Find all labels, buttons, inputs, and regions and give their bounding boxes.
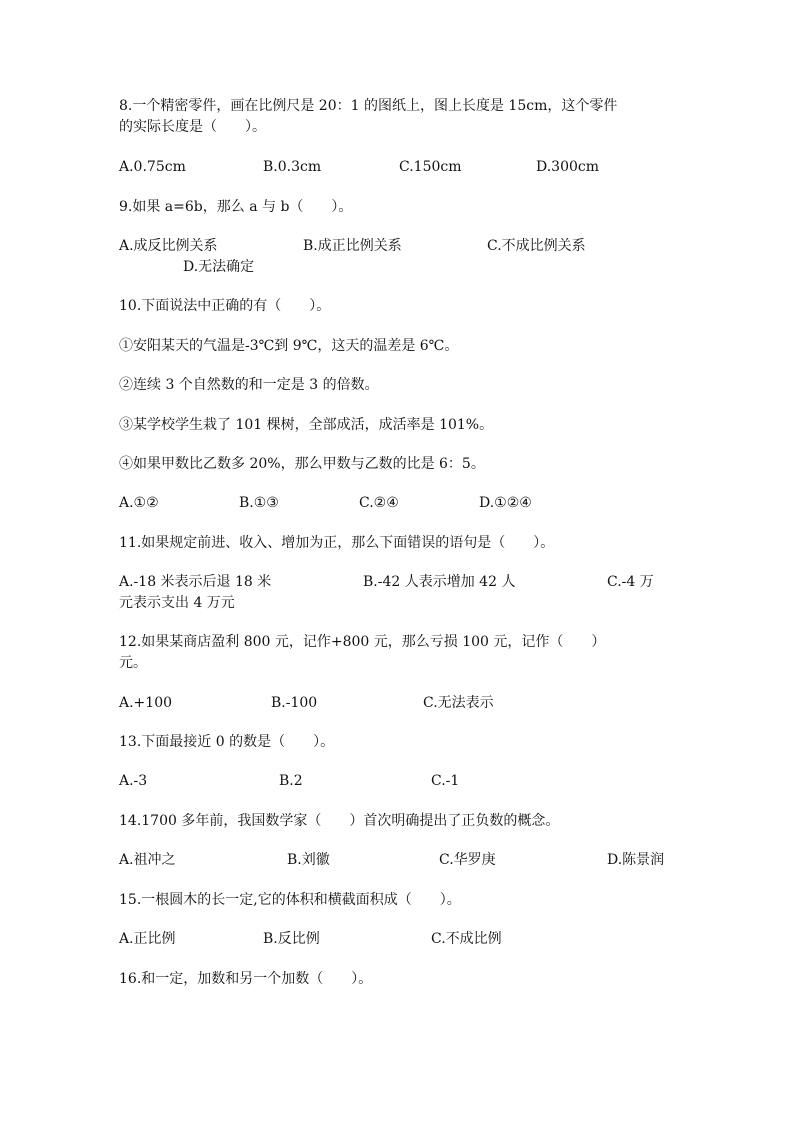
question-13-option-a: A.-3	[119, 773, 148, 789]
question-12-option-b: B.-100	[271, 695, 318, 711]
question-13-stem: 13.下面最接近 0 的数是（ ）。	[119, 734, 335, 750]
question-8-stem-line-2: 的实际长度是（ ）。	[119, 119, 266, 135]
question-10-statement-1: ①安阳某天的气温是-3℃到 9℃，这天的温差是 6℃。	[119, 338, 459, 354]
question-14-option-c: C.华罗庚	[439, 852, 496, 868]
question-9-option-d: D.无法确定	[183, 259, 255, 275]
question-14-option-a: A.祖冲之	[119, 852, 176, 868]
question-12-stem-line-1: 12.如果某商店盈利 800 元，记作+800 元，那么亏损 100 元，记作（ ）	[119, 634, 606, 650]
question-12-option-c: C.无法表示	[423, 695, 494, 711]
question-11-option-a: A.-18 米表示后退 18 米	[119, 574, 272, 590]
question-9-option-c: C.不成比例关系	[487, 238, 586, 254]
question-8-option-a: A.0.75cm	[119, 159, 186, 175]
question-11-option-c: C.-4 万	[607, 574, 654, 590]
question-12-stem-line-2: 元。	[119, 655, 147, 671]
question-9-option-a: A.成反比例关系	[119, 238, 218, 254]
question-15-option-a: A.正比例	[119, 931, 176, 947]
question-11-option-b: B.-42 人表示增加 42 人	[363, 574, 516, 590]
question-10-statement-2: ②连续 3 个自然数的和一定是 3 的倍数。	[119, 377, 379, 393]
question-8-option-b: B.0.3cm	[263, 159, 322, 175]
question-9-option-b: B.成正比例关系	[303, 238, 402, 254]
question-11-stem: 11.如果规定前进、收入、增加为正，那么下面错误的语句是（ ）。	[119, 535, 555, 551]
question-10-option-c: C.②④	[359, 495, 399, 511]
question-8-option-c: C.150cm	[399, 159, 462, 175]
question-10-option-a: A.①②	[119, 495, 159, 511]
question-10-statement-4: ④如果甲数比乙数多 20%，那么甲数与乙数的比是 6：5。	[119, 456, 485, 472]
question-10-statement-3: ③某学校学生栽了 101 棵树，全部成活，成活率是 101%。	[119, 417, 494, 433]
question-8-option-d: D.300cm	[536, 159, 600, 175]
question-13-option-c: C.-1	[431, 773, 460, 789]
question-15-option-c: C.不成比例	[431, 931, 502, 947]
question-14-option-d: D.陈景润	[607, 852, 665, 868]
question-9-stem: 9.如果 a=6b，那么 a 与 b（ ）。	[119, 199, 353, 215]
question-13-option-b: B.2	[279, 773, 303, 789]
question-11-option-c-continued: 元表示支出 4 万元	[119, 595, 235, 611]
question-14-stem: 14.1700 多年前，我国数学家（ ）首次明确提出了正负数的概念。	[119, 813, 560, 829]
question-15-stem: 15.一根圆木的长一定,它的体积和横截面积成（ ）。	[119, 892, 461, 908]
question-10-stem: 10.下面说法中正确的有（ ）。	[119, 298, 331, 314]
question-12-option-a: A.+100	[119, 695, 173, 711]
question-10-option-d: D.①②④	[479, 495, 532, 511]
question-10-option-b: B.①③	[239, 495, 279, 511]
question-14-option-b: B.刘徽	[287, 852, 330, 868]
question-15-option-b: B.反比例	[263, 931, 320, 947]
question-16-stem: 16.和一定，加数和另一个加数（ ）。	[119, 971, 373, 987]
question-8-stem-line-1: 8.一个精密零件，画在比例尺是 20：1 的图纸上，图上长度是 15cm，这个零件	[119, 98, 618, 114]
